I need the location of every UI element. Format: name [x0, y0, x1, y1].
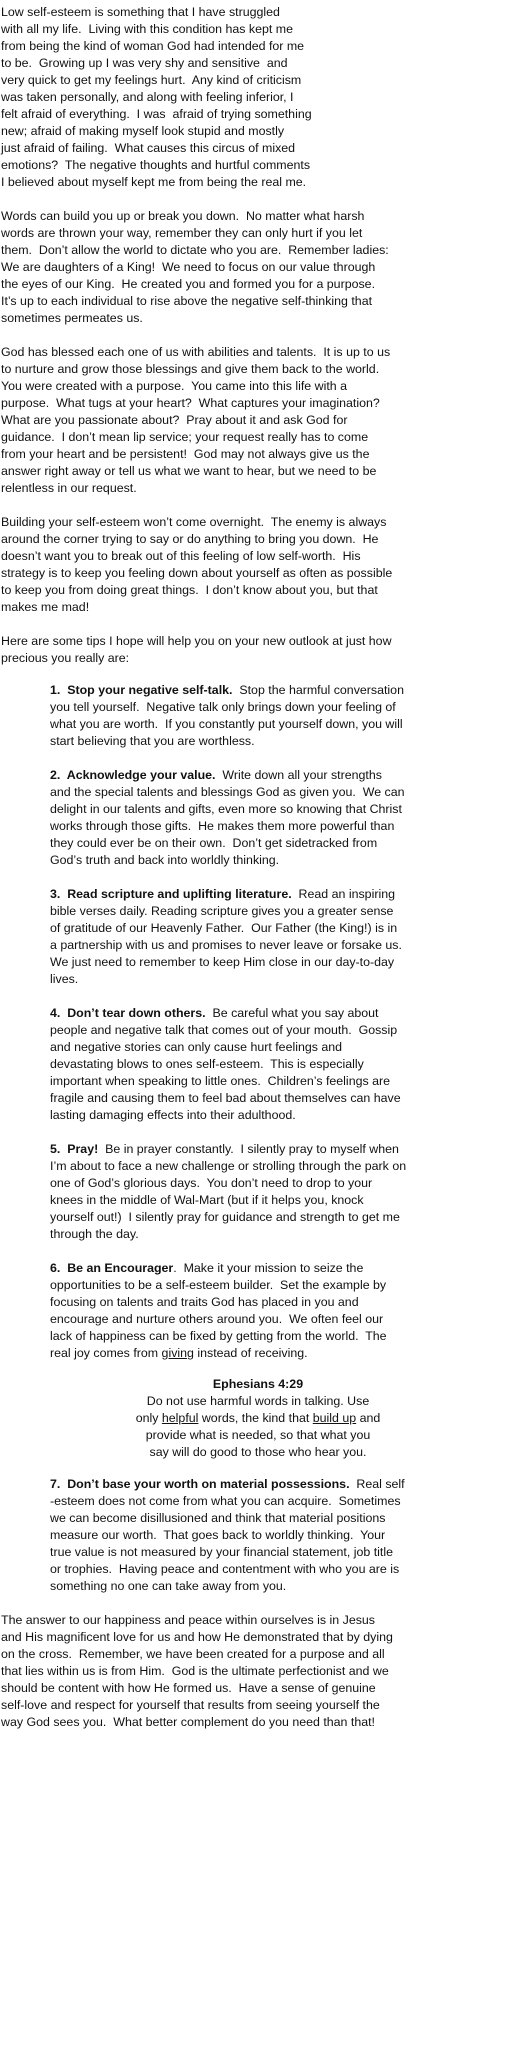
text-line: God’s truth and back into worldly thinking. — [50, 853, 280, 867]
verse-reference — [0, 1376, 516, 1393]
tip-text: real joy comes from — [50, 1346, 162, 1360]
text-line: Words can build you up or break you down. No matter what harsh — [1, 209, 365, 223]
text-line: doesn’t want you to break out of this feeling of low self-worth. His — [1, 549, 361, 563]
text-line: the eyes of our King. He created you and formed you for a purpose. — [1, 277, 376, 291]
verse-text: only — [135, 1411, 162, 1425]
tip-first-line — [50, 682, 404, 699]
text-line: yourself out!) I silently pray for guidance and strength to get me — [50, 1210, 400, 1224]
tip-heading: 6. Be an Encourager — [50, 1261, 174, 1275]
text-line: felt afraid of everything. I was afraid of trying something — [1, 107, 312, 121]
text-line: Here are some tips I hope will help you on your new outlook at just how — [1, 634, 392, 648]
text-line: devastating blows to ones self-esteem. This is especially — [50, 1057, 364, 1071]
tip-text: instead of receiving. — [193, 1346, 308, 1360]
text-line: strategy is to keep you feeling down about yourself as often as possible — [1, 566, 393, 580]
text-line: encourage and nurture others around you. We often feel our — [50, 1312, 384, 1326]
tip-first-line — [50, 1005, 378, 1022]
text-line: relentless in our request. — [1, 481, 137, 495]
text-line: just afraid of failing. What causes this circus of mixed — [1, 141, 296, 155]
tip-text: Real self — [349, 1477, 405, 1491]
text-line: purpose. What tugs at your heart? What captures your imagination? — [1, 396, 380, 410]
text-line: around the corner trying to say or do anything to bring you down. He — [1, 532, 379, 546]
text-line: opportunities to be a self-esteem builder. Set the example by — [50, 1278, 387, 1292]
tip-last-line — [50, 1345, 308, 1362]
text-line: You were created with a purpose. You came into this life with a — [1, 379, 347, 393]
verse-reference-text: Ephesians 4:29 — [212, 1377, 304, 1391]
text-line: important when speaking to little ones. Children’s feelings are — [50, 1074, 391, 1088]
text-line: people and negative talk that comes out of your mouth. Gossip — [50, 1023, 398, 1037]
text-line: from being the kind of woman God had intended for me — [1, 39, 305, 53]
tip-text: Read an inspiring — [291, 887, 395, 901]
text-line: It’s up to each individual to rise above the negative self-thinking that — [1, 294, 373, 308]
tip-heading: 7. Don’t base your worth on material possessions. — [50, 1477, 350, 1491]
text-line: and the special talents and blessings God as given you. We can — [50, 785, 405, 799]
text-line: God has blessed each one of us with abilities and talents. It is up to us — [1, 345, 391, 359]
text-line: something no one can take away from you. — [50, 1579, 287, 1593]
text-line: very quick to get my feelings hurt. Any kind of criticism — [1, 73, 302, 87]
text-line: delight in our talents and gifts, even more so knowing that Christ — [50, 802, 402, 816]
text-line: precious you really are: — [1, 651, 130, 665]
text-line: to be. Growing up I was very shy and sensitive and — [1, 56, 288, 70]
tip-text: Be careful what you say about — [205, 1006, 379, 1020]
text-line: Low self-esteem is something that I have struggled — [1, 5, 280, 19]
verse-line: Do not use harmful words in talking. Use — [146, 1394, 370, 1408]
text-line: lack of happiness can be fixed by getting from the world. The — [50, 1329, 387, 1343]
text-line: guidance. I don’t mean lip service; your request really has to come — [1, 430, 369, 444]
text-line: The answer to our happiness and peace within ourselves is in Jesus — [1, 1613, 375, 1627]
text-line: knees in the middle of Wal-Mart (but if it helps you, knock — [50, 1193, 364, 1207]
text-line: start believing that you are worthless. — [50, 734, 255, 748]
text-line: new; afraid of making myself look stupid and mostly — [1, 124, 285, 138]
tip-text: Stop the harmful conversation — [232, 683, 404, 697]
text-line: We just need to remember to keep Him close in our day-to-day — [50, 955, 395, 969]
text-line: what you are worth. If you constantly put yourself down, you will — [50, 717, 403, 731]
text-line: bible verses daily. Reading scripture gives you a greater sense — [50, 904, 394, 918]
verse-line: say will do good to those who hear you. — [149, 1445, 367, 1459]
tip-heading: 3. Read scripture and uplifting literature. — [50, 887, 292, 901]
tip-heading: 2. Acknowledge your value. — [50, 768, 216, 782]
tip-first-line — [50, 1141, 399, 1158]
text-line: they could ever be on their own. Don’t get sidetracked from — [50, 836, 378, 850]
text-line: fragile and causing them to feel bad about themselves can have — [50, 1091, 401, 1105]
text-line: and negative stories can only cause hurt feelings and — [50, 1040, 343, 1054]
text-line: to keep you from doing great things. I don’t know about you, but that — [1, 583, 378, 597]
tip-text: Be in prayer constantly. I silently pray to myself when — [98, 1142, 399, 1156]
text-line: -esteem does not come from what you can acquire. Sometimes — [50, 1494, 401, 1508]
text-line: you tell yourself. Negative talk only brings down your feeling of — [50, 700, 396, 714]
underlined-word: build up — [312, 1411, 357, 1425]
text-line: I believed about myself kept me from being the real me. — [1, 175, 307, 189]
text-line: on the cross. Remember, we have been created for a purpose and all — [1, 1647, 385, 1661]
text-line: and His magnificent love for us and how He demonstrated that by dying — [1, 1630, 393, 1644]
text-line: to nurture and grow those blessings and give them back to the world. — [1, 362, 380, 376]
text-line: from your heart and be persistent! God may not always give us the — [1, 447, 370, 461]
text-line: of gratitude of our Heavenly Father. Our Father (the King!) is in — [50, 921, 398, 935]
tip-heading: 5. Pray! — [50, 1142, 99, 1156]
tip-first-line — [50, 1476, 405, 1493]
text-line: What are you passionate about? Pray about it and ask God for — [1, 413, 348, 427]
text-line: that lies within us is from Him. God is the ultimate perfectionist and we — [1, 1664, 389, 1678]
text-line: a partnership with us and promises to never leave or forsake us. — [50, 938, 402, 952]
text-line: works through those gifts. He makes them more powerful than — [50, 819, 395, 833]
text-line: lives. — [50, 972, 79, 986]
text-line: measure our worth. That goes back to worldly thinking. Your — [50, 1528, 386, 1542]
underlined-word: giving — [161, 1346, 194, 1360]
text-line: makes me mad! — [1, 600, 90, 614]
underlined-word: helpful — [161, 1411, 199, 1425]
text-line: answer right away or tell us what we want to hear, but we need to be — [1, 464, 377, 478]
verse-line: provide what is needed, so that what you — [145, 1428, 371, 1442]
verse-text: words, the kind that — [198, 1411, 313, 1425]
text-line: was taken personally, and along with feeling inferior, I — [1, 90, 294, 104]
text-line: self-love and respect for yourself that results from seeing yourself the — [1, 1698, 380, 1712]
text-line: emotions? The negative thoughts and hurtful comments — [1, 158, 311, 172]
tip-heading: 1. Stop your negative self-talk. — [50, 683, 233, 697]
text-line: words are thrown your way, remember they can only hurt if you let — [1, 226, 363, 240]
text-line: one of God’s glorious days. You don’t need to drop to your — [50, 1176, 373, 1190]
verse-line — [0, 1410, 516, 1427]
tip-first-line — [50, 1260, 363, 1277]
text-line: them. Don’t allow the world to dictate who you are. Remember ladies: — [1, 243, 389, 257]
text-line: Building your self-esteem won’t come overnight. The enemy is always — [1, 515, 387, 529]
text-line: sometimes permeates us. — [1, 311, 143, 325]
tip-first-line — [50, 767, 382, 784]
text-line: we can become disillusioned and think that material positions — [50, 1511, 386, 1525]
text-line: focusing on talents and traits God has placed in you and — [50, 1295, 359, 1309]
text-line: I’m about to face a new challenge or strolling through the park on — [50, 1159, 407, 1173]
text-line: true value is not measured by your financial statement, job title — [50, 1545, 393, 1559]
text-line: lasting damaging effects into their adulthood. — [50, 1108, 296, 1122]
tip-first-line — [50, 886, 395, 903]
tip-heading: 4. Don’t tear down others. — [50, 1006, 206, 1020]
text-line: or trophies. Having peace and contentment with who you are is — [50, 1562, 400, 1576]
text-line: way God sees you. What better complement do you need than that! — [1, 1715, 376, 1729]
text-line: with all my life. Living with this condition has kept me — [1, 22, 293, 36]
text-line: should be content with how He formed us. Have a sense of genuine — [1, 1681, 376, 1695]
text-line: We are daughters of a King! We need to focus on our value through — [1, 260, 376, 274]
text-line: through the day. — [50, 1227, 139, 1241]
verse-text: and — [356, 1411, 381, 1425]
tip-text: . Make it your mission to seize the — [173, 1261, 364, 1275]
tip-text: Write down all your strengths — [215, 768, 382, 782]
